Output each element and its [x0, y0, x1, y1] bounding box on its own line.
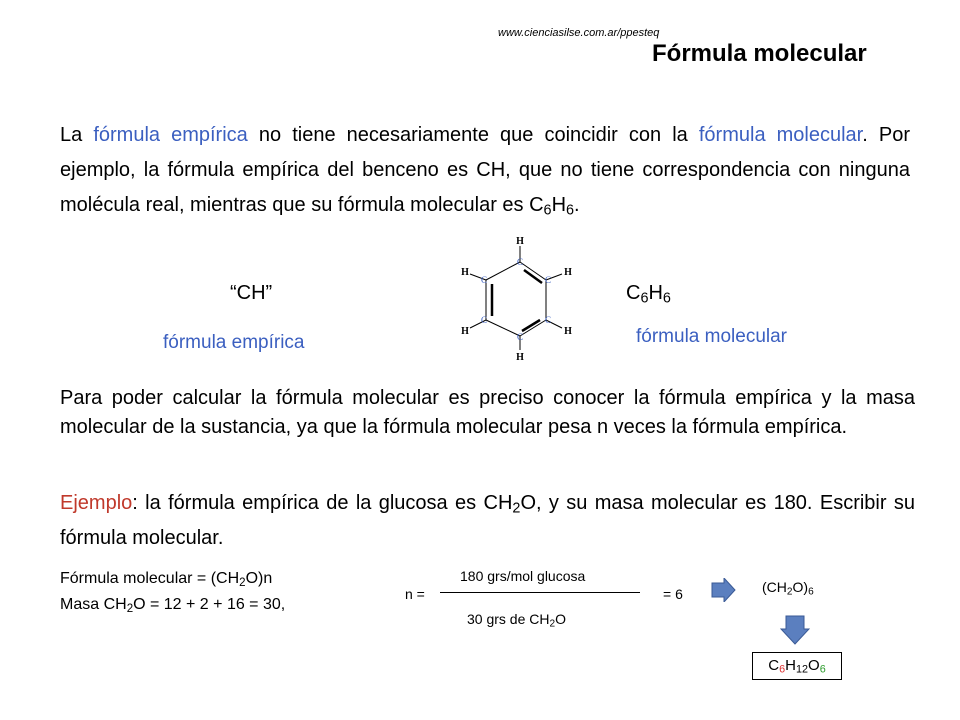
example-label: Ejemplo: [60, 492, 133, 514]
formula-line-1: Fórmula molecular = $(CH_2O)n$: [60, 570, 273, 589]
arrow-right-icon: [710, 578, 736, 602]
empirical-formula-label: fórmula empírica: [163, 332, 305, 353]
explanation-paragraph: Para poder calcular la fórmula molecular es preciso conocer la fórmula empírica y la masa molecular de la sustancia, ya que la fórmula molecular pesa n veces la fórmula empírica.: [60, 387, 915, 438]
atom-c: C: [544, 275, 552, 285]
fraction-numerator: 180 grs/mol glucosa: [460, 568, 586, 584]
term-empirical: fórmula empírica: [93, 124, 248, 146]
atom-h: H: [461, 267, 469, 278]
molecular-formula-label: fórmula molecular: [636, 326, 787, 347]
atom-h: H: [564, 326, 572, 337]
atom-c: C: [516, 332, 524, 342]
c6h6-label: $C_6H_6$: [626, 282, 671, 307]
source-url: www.cienciasilse.com.ar/ppesteq: [498, 27, 660, 39]
atom-h: H: [516, 236, 524, 247]
atom-h: H: [564, 267, 572, 278]
atom-h: H: [516, 352, 524, 363]
atom-c: C: [480, 275, 488, 285]
result-equals-6: = 6: [663, 586, 683, 602]
atom-c: C: [516, 257, 524, 267]
atom-c: C: [544, 315, 552, 325]
fraction-denominator: 30 grs de $CH_2O$: [467, 611, 566, 630]
term-molecular: fórmula molecular: [698, 124, 863, 146]
formula-line-2: Masa $CH_2O = 12 + 2 + 16 = 30$,: [60, 596, 286, 615]
atom-h: H: [461, 326, 469, 337]
intro-paragraph: La fórmula empírica no tiene necesariamente que coincidir con la fórmula molecular. Por ejemplo, la fórmula empírica del benceno es CH, que no tiene correspondencia con ninguna molécula real, mientras que su fórmula molecular es $C_6H_6$.: [60, 124, 911, 219]
benzene-structure: [450, 232, 590, 364]
ch-label: “CH”: [230, 282, 273, 304]
example-paragraph: Ejemplo: la fórmula empírica de la glucosa es $CH_2O$, y su masa molecular es 180. Escribir su fórmula molecular.: [60, 492, 916, 549]
fraction-bar: [440, 592, 640, 593]
page-title: Fórmula molecular: [652, 40, 867, 67]
arrow-down-icon: [780, 615, 810, 645]
final-formula-box: $C_6H_{12}O_6$: [752, 652, 842, 680]
ch2o-power-6: $(CH_2O)_6$: [762, 579, 814, 598]
n-equals: n =: [405, 586, 425, 602]
atom-c: C: [480, 315, 488, 325]
